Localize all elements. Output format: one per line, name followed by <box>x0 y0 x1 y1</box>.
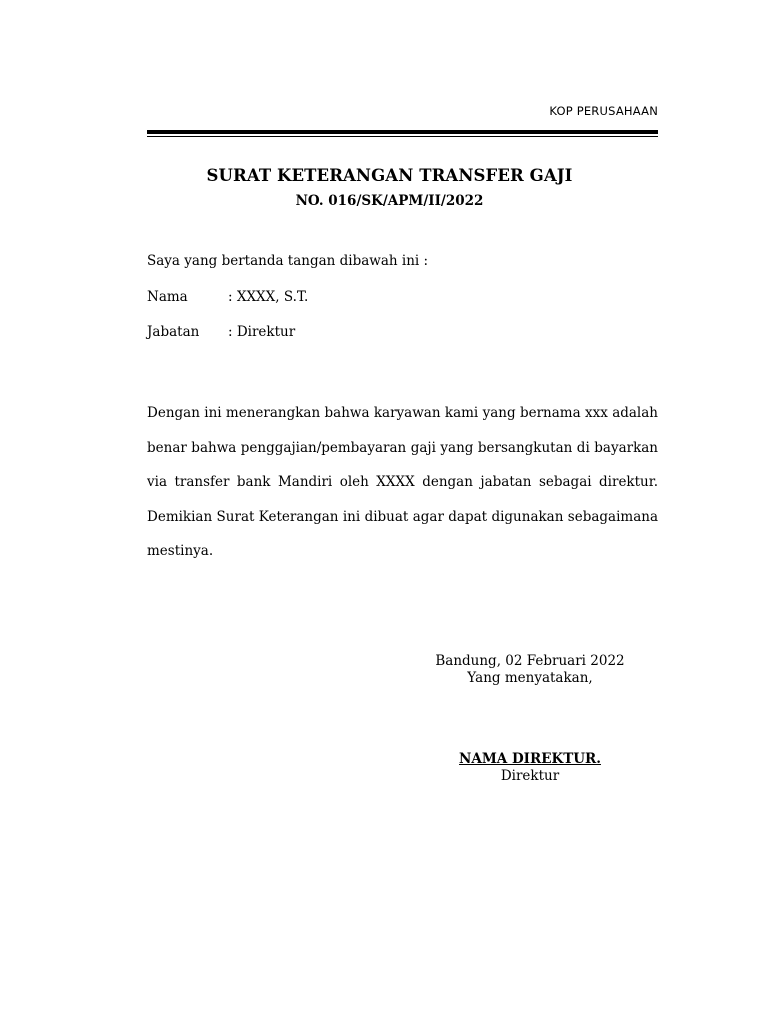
letterhead-rule-thin <box>147 136 658 137</box>
field-jabatan-label: Jabatan <box>147 324 200 340</box>
field-nama <box>147 289 308 305</box>
signature-name: NAMA DIREKTUR. <box>459 751 601 767</box>
letterhead-label: KOP PERUSAHAAN <box>549 104 658 118</box>
intro-text: Saya yang bertanda tangan dibawah ini : <box>147 253 429 269</box>
letter-number: NO. 016/SK/APM/II/2022 <box>295 193 484 209</box>
field-nama-label: Nama <box>147 289 188 305</box>
signature-title: Direktur <box>500 768 560 784</box>
signature-place-date: Bandung, 02 Februari 2022 <box>435 653 625 669</box>
field-jabatan-value: : Direktur <box>228 324 296 340</box>
field-nama-value: : XXXX, S.T. <box>228 289 309 305</box>
field-jabatan <box>147 324 295 340</box>
letterhead-rule-thick <box>147 130 658 134</box>
letter-title: SURAT KETERANGAN TRANSFER GAJI <box>206 166 573 185</box>
signature-statement: Yang menyatakan, <box>467 670 593 686</box>
body-paragraph: Dengan ini menerangkan bahwa karyawan kami yang bernama xxx adalah benar bahwa penggajian/pembayaran gaji yang bersangkutan di bayarkan via transfer bank Mandiri oleh XXXX dengan jabatan sebagai direktur. Demikian Surat Keterangan ini dibuat agar dapat digunakan sebagaimana mestinya. <box>147 405 658 559</box>
